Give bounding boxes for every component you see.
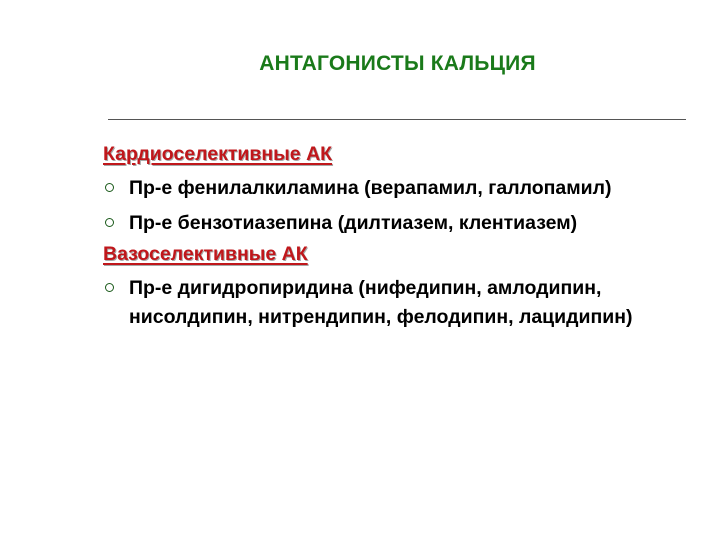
list-item (103, 274, 693, 332)
section-heading-cardioselective: Кардиоселективные АК (103, 143, 333, 165)
list-item-text: Пр-е дигидропиридина (нифедипин, амлодипин, нисолдипин, нитрендипин, фелодипин, лацидипин) (129, 277, 633, 328)
list-item (103, 209, 693, 238)
list-item-text: Пр-е фенилалкиламина (верапамил, галлопамил) (129, 177, 612, 199)
title-divider (108, 119, 686, 120)
circle-bullet-icon (105, 183, 114, 192)
list-item (103, 174, 693, 203)
circle-bullet-icon (105, 283, 114, 292)
slide-title: АНТАГОНИСТЫ КАЛЬЦИЯ (259, 52, 536, 75)
slide-content (103, 140, 693, 332)
circle-bullet-icon (105, 218, 114, 227)
section-heading-vasoselective: Вазоселективные АК (103, 243, 308, 265)
list-item-text: Пр-е бензотиазепина (дилтиазем, клентиазем) (129, 212, 578, 234)
